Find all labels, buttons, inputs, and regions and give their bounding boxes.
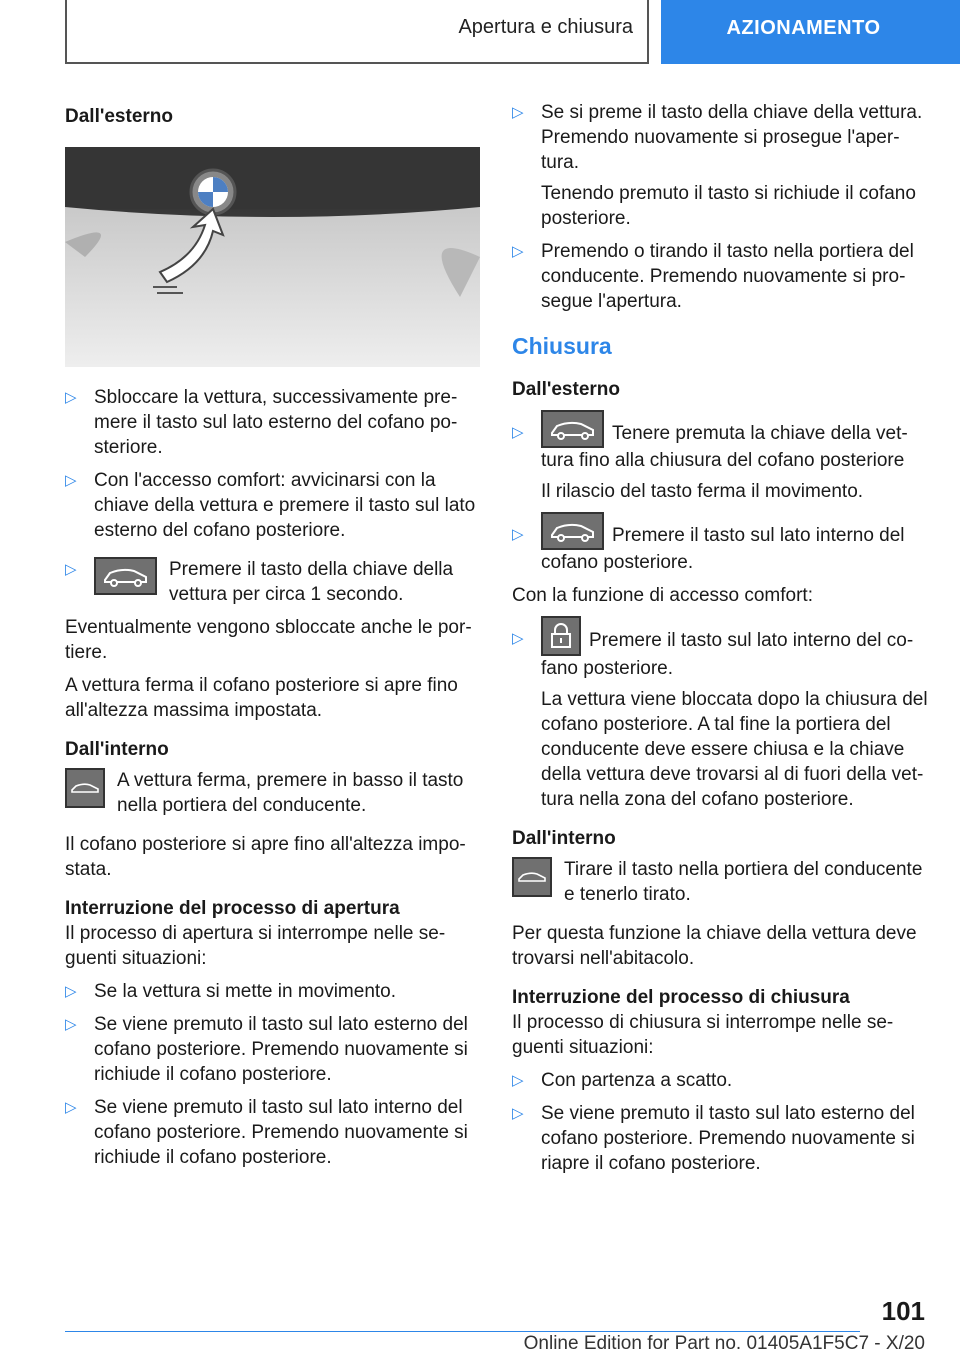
list-item: ▷ Premere il tasto sul lato interno del cofano posteriore. La vettura viene bloccata dopo la chiusura del cofano posteriore. A tal fine la portiera del conducente deve essere chiusa e la chiave della vettura deve trovarsi al di fuori della vettura nella zona del cofano posteriore. — [512, 626, 930, 812]
heading-close-outside: Dall'esterno — [512, 379, 620, 400]
open-key-list — [65, 557, 480, 607]
lock-icon — [541, 616, 581, 656]
triangle-bullet-icon: ▷ — [65, 561, 77, 578]
paragraph: Con la funzione di accesso comfort: — [512, 585, 813, 606]
list-item: ▷ Se la vettura si mette in movimento. — [65, 981, 397, 1002]
chapter-tab — [661, 0, 960, 64]
paragraph: Il cofano posteriore si apre fino all'altezza impostata. — [65, 834, 466, 880]
triangle-bullet-icon: ▷ — [512, 104, 524, 121]
paragraph: Per questa funzione la chiave della vettura deve trovarsi nell'abitacolo. — [512, 923, 917, 969]
triangle-bullet-icon: ▷ — [512, 630, 524, 647]
close-outside-list — [512, 420, 930, 575]
car-tailgate-key-icon — [541, 410, 604, 448]
paragraph: Eventualmente vengono sbloccate anche le portiere. — [65, 617, 472, 663]
heading-interrupt-close: Interruzione del processo di chiusura — [512, 987, 850, 1008]
section-title: Apertura e chiusura — [458, 15, 633, 38]
list-item: ▷ Se si preme il tasto della chiave della vettura. Premendo nuovamente si prosegue l'apertura. Tenendo premuto il tasto si richiude il cofano posteriore. — [512, 102, 923, 229]
right-column — [512, 100, 930, 1184]
tailgate-illustration — [65, 147, 480, 367]
triangle-bullet-icon: ▷ — [65, 389, 77, 406]
open-outside-list — [65, 385, 480, 543]
section-tab — [65, 0, 649, 64]
close-inside-row: Tirare il tasto nella portiera del conducente e tenerlo tirato. — [512, 857, 930, 907]
car-tailgate-key-icon — [94, 557, 157, 595]
triangle-bullet-icon: ▷ — [512, 526, 524, 543]
list-item: ▷ Premere il tasto sul lato interno del cofano posteriore. — [512, 522, 930, 575]
triangle-bullet-icon: ▷ — [512, 243, 524, 260]
page-number: 101 — [881, 1296, 925, 1326]
tailgate-photo — [65, 147, 480, 367]
paragraph: Il processo di chiusura si interrompe nelle seguenti situazioni: — [512, 1012, 894, 1058]
triangle-bullet-icon: ▷ — [512, 1105, 524, 1122]
list-item: ▷ Se viene premuto il tasto sul lato esterno del cofano posteriore. Premendo nuovamente si riapre il cofano posteriore. — [512, 1103, 915, 1174]
car-tailgate-key-icon — [541, 512, 604, 550]
heading-outside: Dall'esterno — [65, 106, 173, 127]
chapter-title: AZIONAMENTO — [726, 16, 881, 39]
paragraph: A vettura ferma il cofano posteriore si apre fino all'altezza massima impostata. — [65, 675, 458, 721]
list-item: ▷ Premendo o tirando il tasto nella portiera del conducente. Premendo nuovamente si prosegue l'apertura. — [512, 241, 914, 312]
list-item: ▷ Con l'accesso comfort: avvicinarsi con la chiave della vettura e premere il tasto sul lato esterno del cofano posteriore. — [65, 470, 476, 541]
list-item: ▷ Sbloccare la vettura, successivamente premere il tasto sul lato esterno del cofano posteriore. — [65, 387, 458, 458]
list-item: ▷ Se viene premuto il tasto sul lato interno del cofano posteriore. Premendo nuovamente si richiude il cofano posteriore. — [65, 1097, 468, 1168]
edition-text: Online Edition for Part no. 01405A1F5C7 - X/20 — [523, 1333, 925, 1354]
triangle-bullet-icon: ▷ — [65, 1016, 77, 1033]
triangle-bullet-icon: ▷ — [512, 1072, 524, 1089]
inside-row: A vettura ferma, premere in basso il tasto nella portiera del conducente. — [65, 768, 480, 818]
triangle-bullet-icon: ▷ — [512, 424, 524, 441]
footer-divider — [65, 1331, 860, 1332]
door-button-icon — [65, 768, 105, 808]
interrupt-close-list — [512, 1068, 930, 1176]
left-column — [65, 100, 480, 1178]
comfort-list — [512, 626, 930, 812]
door-button-icon — [512, 857, 552, 897]
heading-close-inside: Dall'interno — [512, 828, 616, 849]
list-item: ▷ Premere il tasto della chiave della vettura per circa 1 secondo. — [65, 559, 454, 605]
triangle-bullet-icon: ▷ — [65, 1099, 77, 1116]
interrupt-open-list — [65, 979, 480, 1170]
continued-list — [512, 100, 930, 314]
heading-close: Chiusura — [512, 333, 612, 359]
list-item: ▷ Tenere premuta la chiave della vettura fino alla chiusura del cofano posteriore Il rilascio del tasto ferma il movimento. — [512, 420, 930, 504]
heading-interrupt-open: Interruzione del processo di apertura — [65, 898, 400, 919]
triangle-bullet-icon: ▷ — [65, 472, 77, 489]
list-item: ▷ Se viene premuto il tasto sul lato esterno del cofano posteriore. Premendo nuovamente si richiude il cofano posteriore. — [65, 1014, 468, 1085]
list-item: ▷ Con partenza a scatto. — [512, 1070, 733, 1091]
paragraph: Il processo di apertura si interrompe nelle seguenti situazioni: — [65, 923, 446, 969]
triangle-bullet-icon: ▷ — [65, 983, 77, 1000]
heading-inside: Dall'interno — [65, 739, 169, 760]
